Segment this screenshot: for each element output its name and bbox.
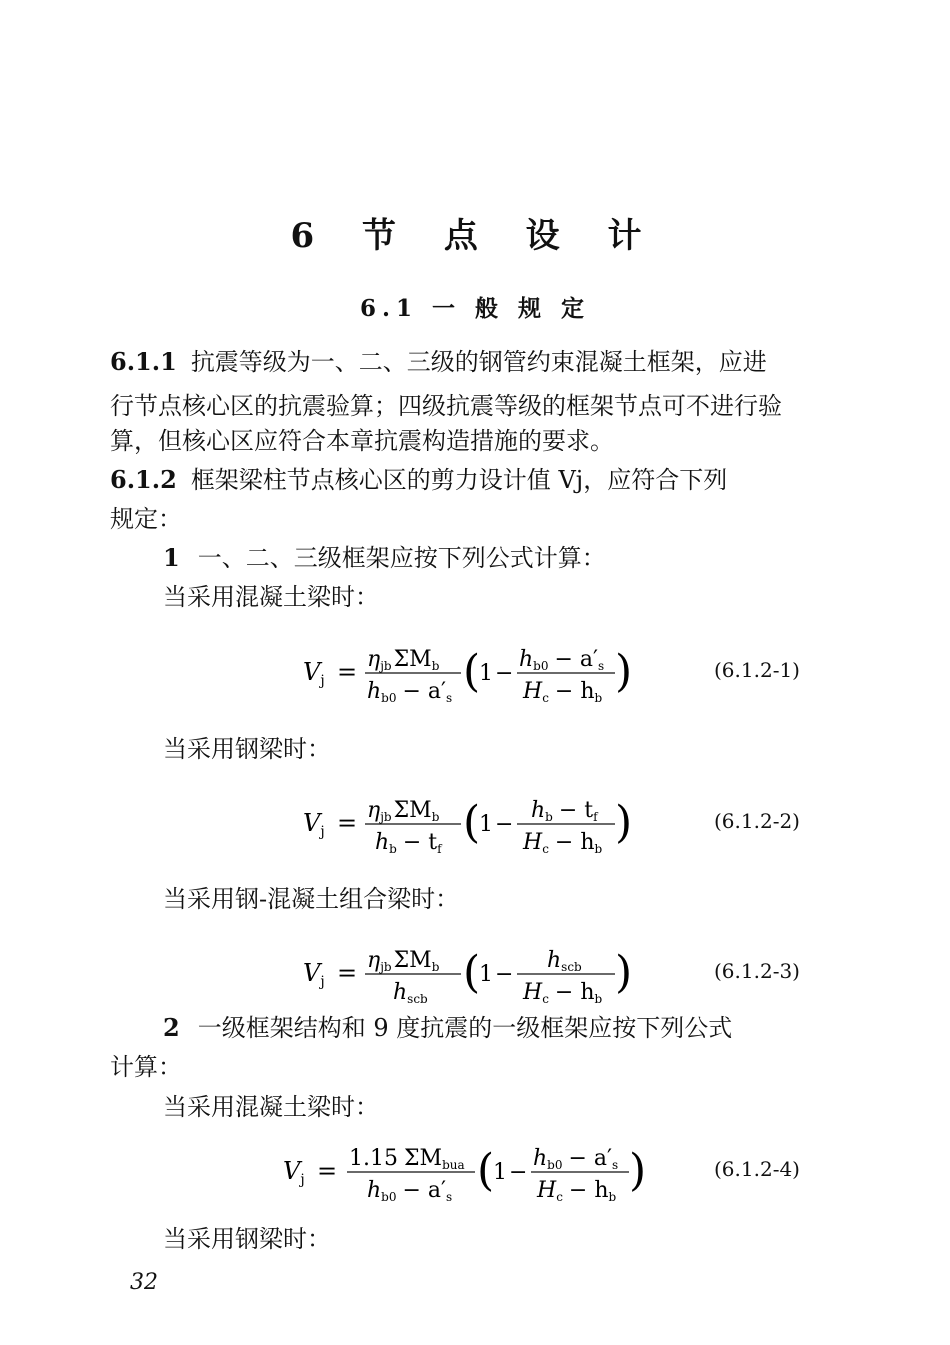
clause-6-1-2-line-1: 6.1.2 框架梁柱节点核心区的剪力设计值 Vj，应符合下列	[110, 465, 728, 494]
item-2-line-1: 2 一级框架结构和 9 度抗震的一级框架应按下列公式	[163, 1013, 733, 1042]
equation-number: (6.1.2-1)	[714, 658, 800, 682]
equation-6-1-2-4	[283, 1137, 653, 1203]
clause-6-1-2-line-2: 规定：	[110, 505, 182, 533]
eq-frac2-denominator: Hc − hb	[537, 1178, 617, 1204]
case-composite-beam: 当采用钢-混凝土组合梁时：	[163, 885, 460, 913]
eq-numerator: 1.15 ΣMbua	[349, 1146, 465, 1172]
eq-lhs: $V_j$	[303, 809, 325, 840]
right-paren: )	[615, 947, 633, 998]
eq-one: 1	[479, 962, 493, 987]
clause-number: 6.1.2	[110, 465, 177, 494]
equation-6-1-2-2	[303, 789, 633, 855]
eq-equals: =	[337, 959, 358, 987]
equation-number: (6.1.2-4)	[714, 1157, 800, 1181]
eq-frac2-numerator: hb0 − a′s	[519, 647, 605, 673]
case-concrete-beam: 当采用混凝土梁时：	[163, 1093, 379, 1121]
eq-minus: −	[509, 1160, 528, 1185]
item-1-line: 1 一、二、三级框架应按下列公式计算：	[163, 543, 606, 572]
eq-minus: −	[495, 962, 514, 987]
eq-frac2-numerator: hb − tf	[531, 798, 598, 824]
right-paren: )	[615, 797, 633, 848]
eq-frac2-denominator: Hc − hb	[523, 679, 603, 705]
eq-lhs: $V_j$	[283, 1157, 305, 1188]
eq-minus: −	[495, 661, 514, 686]
section-title: 6.1 一 般 规 定	[359, 295, 591, 322]
chapter-title: 6 节 点 设 计	[290, 216, 660, 256]
equation-number: (6.1.2-2)	[714, 809, 800, 833]
left-paren: (	[463, 646, 481, 697]
left-paren: (	[477, 1145, 495, 1196]
eq-denominator: hscb	[393, 980, 428, 1006]
eq-lhs: $V_j$	[303, 959, 325, 990]
clause-number: 6.1.1	[110, 347, 177, 376]
eq-one: 1	[479, 661, 493, 686]
eq-denominator: hb0 − a′s	[367, 679, 453, 705]
clause-6-1-1-line-2: 行节点核心区的抗震验算；四级抗震等级的框架节点可不进行验	[110, 392, 782, 420]
left-paren: (	[463, 947, 481, 998]
eq-frac2-denominator: Hc − hb	[523, 980, 603, 1006]
eq-equals: =	[337, 658, 358, 686]
clause-6-1-1-line-3: 算，但核心区应符合本章抗震构造措施的要求。	[110, 427, 614, 455]
eq-denominator: hb − tf	[375, 830, 442, 856]
item-number: 1	[163, 543, 180, 572]
equation-svg	[303, 638, 633, 704]
eq-numerator: ηjbΣMb	[367, 948, 440, 974]
page-number: 32	[130, 1270, 158, 1295]
eq-denominator: hb0 − a′s	[367, 1178, 453, 1204]
equation-6-1-2-3	[303, 939, 633, 1005]
eq-lhs: $V_j$	[303, 658, 325, 689]
right-paren: )	[629, 1145, 647, 1196]
eq-frac2-denominator: Hc − hb	[523, 830, 603, 856]
eq-equals: =	[337, 809, 358, 837]
case-steel-beam: 当采用钢梁时：	[163, 1225, 331, 1253]
eq-numerator: ηjbΣMb	[367, 798, 440, 824]
right-paren: )	[615, 646, 633, 697]
left-paren: (	[463, 797, 481, 848]
equation-number: (6.1.2-3)	[714, 959, 800, 983]
eq-one: 1	[479, 812, 493, 837]
equation-6-1-2-1	[303, 638, 633, 704]
equation-svg	[283, 1137, 653, 1203]
item-2-line-2: 计算：	[110, 1053, 182, 1081]
eq-frac2-numerator: hb0 − a′s	[533, 1146, 619, 1172]
equation-svg	[303, 789, 633, 855]
item-number: 2	[163, 1013, 180, 1042]
case-concrete-beam: 当采用混凝土梁时：	[163, 583, 379, 611]
clause-6-1-1-line-1: 6.1.1 抗震等级为一、二、三级的钢管约束混凝土框架，应进	[110, 347, 767, 376]
eq-numerator: ηjbΣMb	[367, 647, 440, 673]
equation-svg	[303, 939, 633, 1005]
eq-frac2-numerator: hscb	[547, 948, 582, 974]
eq-one: 1	[493, 1160, 507, 1185]
eq-equals: =	[317, 1157, 338, 1185]
eq-minus: −	[495, 812, 514, 837]
case-steel-beam: 当采用钢梁时：	[163, 735, 331, 763]
